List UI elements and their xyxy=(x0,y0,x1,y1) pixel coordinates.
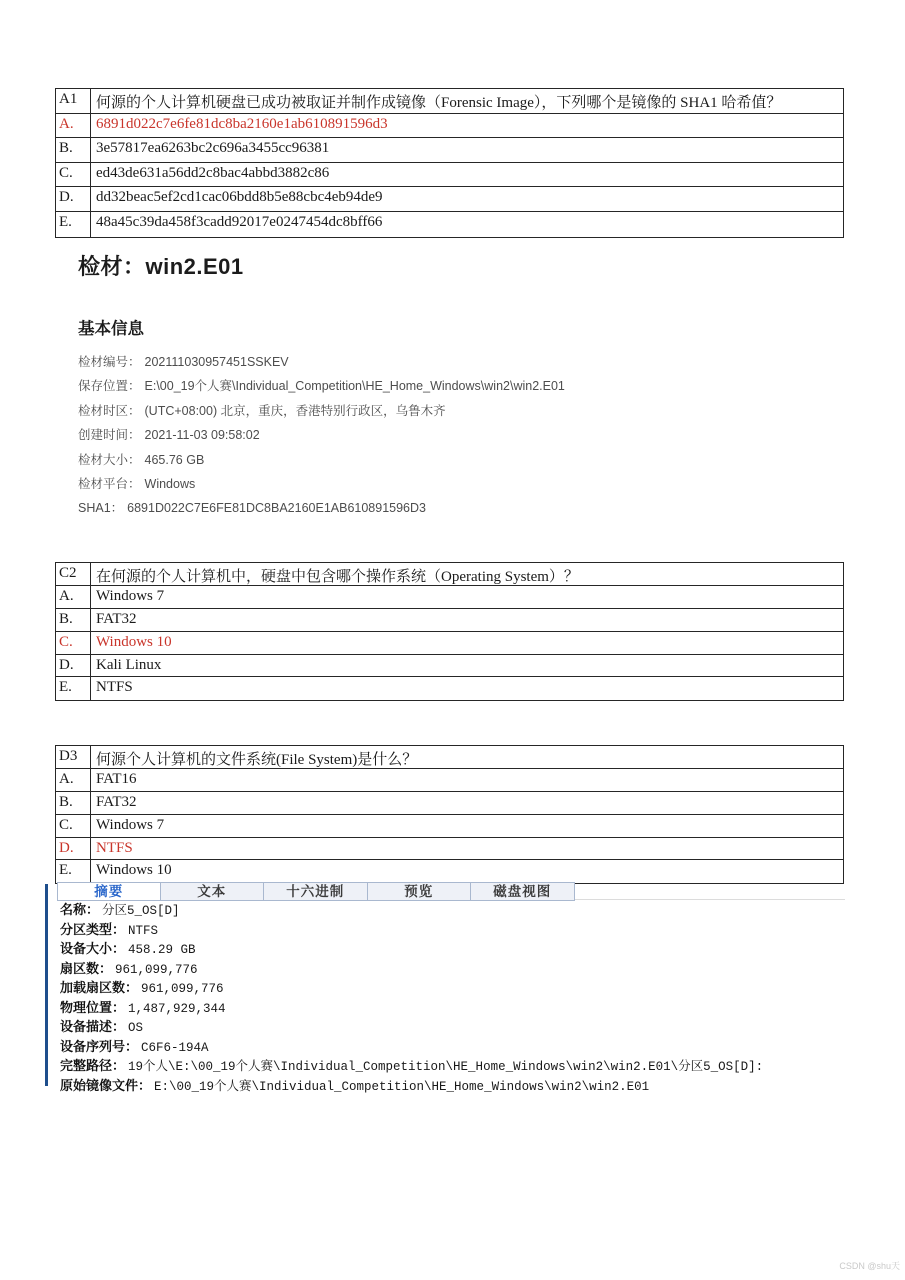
tab-text[interactable] xyxy=(161,882,265,901)
field-label: 扇区数： xyxy=(60,960,113,976)
option-letter: C. xyxy=(56,815,91,837)
evidence-field xyxy=(78,496,565,520)
question-row xyxy=(56,563,843,586)
option-text: Kali Linux xyxy=(96,656,162,673)
tab-diskview[interactable] xyxy=(471,882,575,901)
tab-label: 十六进制 xyxy=(286,884,345,899)
panel-accent-bar xyxy=(45,884,48,1086)
evidence-field xyxy=(78,423,565,447)
field-value: E:\00_19个人赛\Individual_Competition\HE_Home_Windows\win2\win2.E01 xyxy=(154,1079,650,1094)
evidence-field xyxy=(78,472,565,496)
tab-label: 磁盘视图 xyxy=(493,884,552,899)
field-label: SHA1： xyxy=(78,501,124,516)
summary-field xyxy=(60,1038,763,1058)
field-label: 加载扇区数： xyxy=(60,980,139,995)
option-text: dd32beac5ef2cd1cac06bdd8b5e88cbc4eb94de9 xyxy=(96,189,383,206)
summary-field xyxy=(60,921,763,941)
option-letter: C. xyxy=(56,163,91,187)
option-letter: A. xyxy=(56,114,91,138)
field-value: 1,487,929,344 xyxy=(128,1001,226,1016)
tab-summary[interactable] xyxy=(57,882,161,901)
field-label: 检材编号： xyxy=(78,355,141,369)
option-text: FAT32 xyxy=(96,610,137,627)
field-label: 检材平台： xyxy=(78,477,141,492)
question-text: 何源个人计算机的文件系统(File System)是什么？ xyxy=(96,752,418,768)
option-letter: D. xyxy=(56,838,91,860)
field-label: 设备序列号： xyxy=(60,1038,139,1054)
summary-field xyxy=(60,940,763,960)
option-row xyxy=(56,769,843,792)
field-value: 6891D022C7E6FE81DC8BA2160E1AB610891596D3 xyxy=(127,501,426,516)
field-label: 原始镜像文件： xyxy=(60,1077,152,1093)
field-value: 961,099,776 xyxy=(141,982,224,996)
evidence-field xyxy=(78,350,565,374)
csdn-watermark: CSDN @shu天 xyxy=(839,1261,900,1271)
option-row xyxy=(56,138,843,163)
tab-preview[interactable] xyxy=(368,882,472,901)
tab-label: 预览 xyxy=(404,884,434,899)
question-id: A1 xyxy=(56,89,91,113)
question-table-a1 xyxy=(55,88,844,238)
field-label: 完整路径： xyxy=(60,1058,126,1073)
question-id: C2 xyxy=(56,563,91,585)
evidence-title: 检材：win2.E01 xyxy=(78,254,244,279)
field-value: 465.76 GB xyxy=(144,452,205,467)
option-letter: D. xyxy=(56,655,91,677)
question-row xyxy=(56,746,843,769)
option-text: 3e57817ea6263bc2c696a3455cc96381 xyxy=(96,140,330,157)
option-row xyxy=(56,838,843,861)
option-letter: E. xyxy=(56,677,91,700)
option-text: FAT16 xyxy=(96,770,137,787)
summary-field xyxy=(60,979,763,999)
option-text: 48a45c39da458f3cadd92017e0247454dc8bff66 xyxy=(96,213,383,230)
basic-info-heading: 基本信息 xyxy=(78,320,144,338)
field-value: Windows xyxy=(144,477,196,492)
question-table-d3 xyxy=(55,745,844,884)
field-label: 分区类型： xyxy=(60,921,126,937)
option-text: 6891d022c7e6fe81dc8ba2160e1ab610891596d3 xyxy=(96,115,388,132)
option-letter: A. xyxy=(56,769,91,791)
field-label: 设备描述： xyxy=(60,1019,126,1034)
evidence-field xyxy=(78,399,565,423)
option-text: FAT32 xyxy=(96,793,137,810)
field-label: 创建时间： xyxy=(78,428,141,443)
field-value: OS xyxy=(128,1021,144,1035)
field-label: 检材时区： xyxy=(78,403,141,418)
question-id: D3 xyxy=(56,746,91,768)
field-label: 名称： xyxy=(60,902,100,917)
question-text: 在何源的个人计算机中，硬盘中包含哪个操作系统（Operating System）？ xyxy=(96,569,579,585)
option-letter: C. xyxy=(56,632,91,654)
option-text: ed43de631a56dd2c8bac4abbd3882c86 xyxy=(96,164,330,181)
summary-field xyxy=(60,1077,763,1097)
option-text: NTFS xyxy=(96,679,133,696)
evidence-field xyxy=(78,448,565,472)
field-value: 961,099,776 xyxy=(115,962,198,977)
option-row xyxy=(56,792,843,815)
option-letter: B. xyxy=(56,138,91,162)
option-row xyxy=(56,632,843,655)
option-row xyxy=(56,609,843,632)
option-row xyxy=(56,655,843,678)
option-text: Windows 7 xyxy=(96,587,165,604)
question-text: 何源的个人计算机硬盘已成功被取证并制作成镜像（Forensic Image），下列哪个是镜像的 SHA1 哈希值？ xyxy=(96,95,782,111)
option-letter: E. xyxy=(56,212,91,237)
tab-hex[interactable] xyxy=(264,882,368,901)
field-label: 设备大小： xyxy=(60,941,126,956)
summary-field xyxy=(60,901,763,921)
field-value: E:\00_19个人赛\Individual_Competition\HE_Home_Windows\win2\win2.E01 xyxy=(144,379,565,394)
question-row xyxy=(56,89,843,114)
option-row xyxy=(56,677,843,700)
tab-label: 文本 xyxy=(197,884,227,899)
partition-summary xyxy=(60,901,763,1096)
option-letter: B. xyxy=(56,609,91,631)
tab-label: 摘要 xyxy=(94,884,124,899)
option-letter: E. xyxy=(56,860,91,883)
field-label: 物理位置： xyxy=(60,999,126,1015)
field-label: 检材大小： xyxy=(78,452,141,467)
option-text: Windows 7 xyxy=(96,816,165,833)
option-text: NTFS xyxy=(96,839,133,856)
option-text: Windows 10 xyxy=(96,633,172,650)
option-letter: B. xyxy=(56,792,91,814)
question-table-c2 xyxy=(55,562,844,701)
option-row xyxy=(56,187,843,212)
tab-bar-divider xyxy=(575,899,845,900)
evidence-fields xyxy=(78,350,565,521)
option-row xyxy=(56,163,843,188)
panel-tab-bar xyxy=(57,882,575,901)
option-row xyxy=(56,114,843,139)
summary-field xyxy=(60,960,763,980)
field-value: 分区5_OS[D] xyxy=(102,904,180,918)
summary-field xyxy=(60,1057,763,1077)
evidence-field xyxy=(78,374,565,398)
field-label: 保存位置： xyxy=(78,379,141,394)
field-value: NTFS xyxy=(128,923,159,938)
field-value: 19个人\E:\00_19个人赛\Individual_Competition\HE_Home_Windows\win2\win2.E01\分区5_OS[D]: xyxy=(128,1060,764,1074)
field-value: 458.29 GB xyxy=(128,943,196,957)
option-row xyxy=(56,860,843,883)
option-text: Windows 10 xyxy=(96,862,172,879)
field-value: (UTC+08:00) 北京，重庆，香港特别行政区，乌鲁木齐 xyxy=(144,403,446,418)
option-row xyxy=(56,212,843,237)
option-letter: D. xyxy=(56,187,91,211)
field-value: C6F6-194A xyxy=(141,1040,209,1055)
field-value: 2021-11-03 09:58:02 xyxy=(144,428,260,443)
option-letter: A. xyxy=(56,586,91,608)
summary-field xyxy=(60,999,763,1019)
field-value: 202111030957451SSKEV xyxy=(144,355,289,369)
summary-field xyxy=(60,1018,763,1038)
option-row xyxy=(56,586,843,609)
option-row xyxy=(56,815,843,838)
